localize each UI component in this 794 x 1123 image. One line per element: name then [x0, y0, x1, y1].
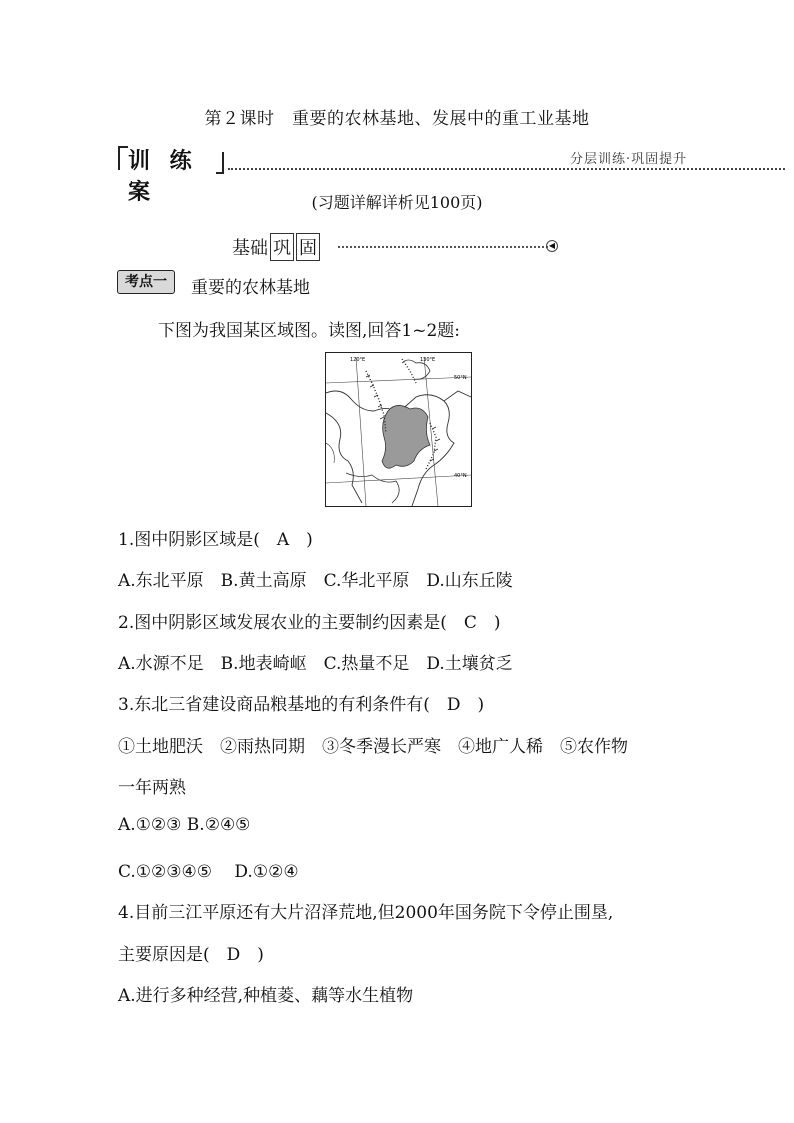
label-50n: 50°N — [454, 375, 467, 381]
block-heading-divider — [338, 246, 548, 248]
question-3-statements: ①土地肥沃 ②雨热同期 ③冬季漫长严寒 ④地广人稀 ⑤农作物 — [118, 737, 628, 757]
page-title: 第２课时 重要的农林基地、发展中的重工业基地 — [204, 109, 590, 129]
topic-title: 重要的农林基地 — [191, 278, 310, 298]
answer-reference: (习题详解详析见100页) — [311, 193, 483, 212]
label-120e: 120°E — [350, 357, 366, 363]
arrow-end-icon: ◀ — [546, 240, 558, 252]
section-label — [118, 144, 222, 205]
question-1: 1.图中阴影区域是( A ) — [118, 530, 313, 550]
question-3: 3.东北三省建设商品粮基地的有利条件有( D ) — [118, 695, 485, 715]
bracket-left-decoration — [118, 146, 128, 170]
block-heading-plain: 基础 — [232, 238, 268, 259]
question-4: 4.目前三江平原还有大片沼泽荒地,但2000年国务院下令停止围垦, — [118, 903, 614, 923]
block-heading — [232, 233, 320, 261]
label-130e: 130°E — [420, 357, 436, 363]
question-3-options-ab: A.①②③ B.②④⑤ — [118, 815, 251, 835]
question-2: 2.图中阴影区域发展农业的主要制约因素是( C ) — [118, 613, 501, 633]
topic-badge: 考点一 — [117, 270, 175, 294]
section-tag: 分层训练·巩固提升 — [570, 152, 688, 167]
intro-text: 下图为我国某区域图。读图,回答1~2题: — [158, 321, 461, 341]
question-4-cont: 主要原因是( D ) — [118, 945, 264, 965]
question-4-option-a: A.进行多种经营,种植菱、藕等水生植物 — [118, 986, 414, 1006]
region-map-svg — [326, 353, 471, 506]
region-map — [325, 352, 472, 507]
bracket-right-decoration — [216, 152, 224, 174]
section-divider — [228, 168, 785, 170]
section-label-text: 训 练 案 — [128, 149, 198, 205]
shaded-plain-region — [382, 405, 430, 468]
block-heading-boxed-2: 固 — [296, 233, 320, 261]
question-3-statements-cont: 一年两熟 — [118, 778, 186, 798]
question-2-options: A.水源不足 B.地表崎岖 C.热量不足 D.土壤贫乏 — [118, 654, 513, 674]
label-40n: 40°N — [454, 473, 467, 479]
question-1-options: A.东北平原 B.黄土高原 C.华北平原 D.山东丘陵 — [118, 571, 513, 591]
block-heading-boxed-1: 巩 — [270, 233, 294, 261]
question-3-options-cd: C.①②③④⑤ D.①②④ — [118, 862, 299, 882]
